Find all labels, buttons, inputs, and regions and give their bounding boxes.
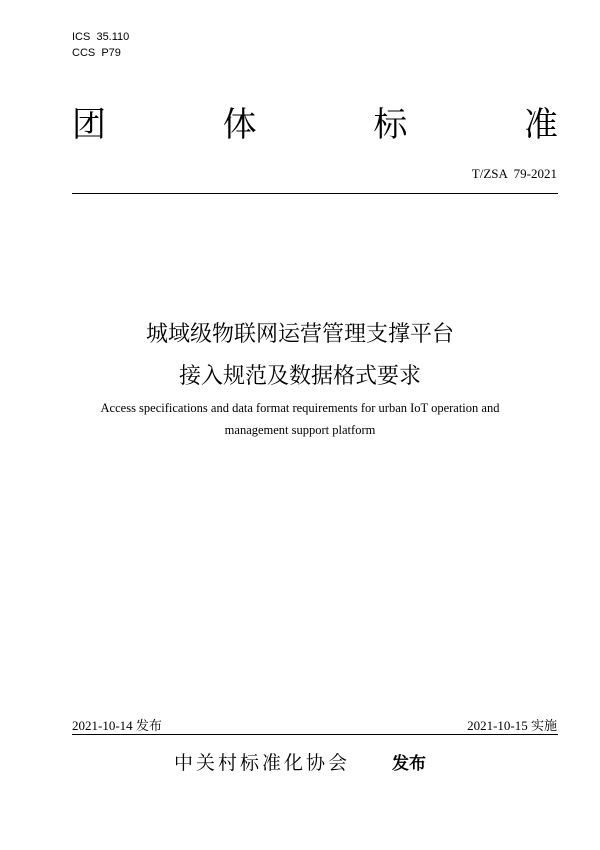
publish-date: 2021-10-14 发布: [72, 718, 162, 733]
title-cn: [0, 314, 600, 398]
title-en-line: Access specifications and data format requirements for urban IoT operation and: [100, 401, 500, 415]
title-en-line: management support platform: [224, 423, 376, 437]
top-divider: [72, 193, 558, 194]
standard-code: T/ZSA 79-2021: [471, 166, 557, 181]
heading-char: 标: [373, 107, 408, 144]
organization-name: 中关村标准化协会: [173, 753, 350, 774]
standard-type-heading: [72, 106, 558, 146]
title-en: [60, 397, 540, 441]
issuer-label: 发布: [392, 754, 426, 773]
title-cn-line: 接入规范及数据格式要求: [178, 364, 421, 389]
heading-char: 体: [222, 107, 257, 144]
title-cn-line: 城域级物联网运营管理支撑平台: [145, 322, 454, 347]
ics-code: ICS 35.110: [72, 31, 130, 43]
ccs-code: CCS P79: [72, 47, 121, 59]
heading-char: 团: [72, 107, 106, 144]
implement-date: 2021-10-15 实施: [467, 718, 557, 733]
publisher: [0, 748, 600, 775]
bottom-divider: [72, 734, 558, 735]
heading-char: 准: [523, 107, 558, 144]
classification-codes: [72, 29, 129, 61]
